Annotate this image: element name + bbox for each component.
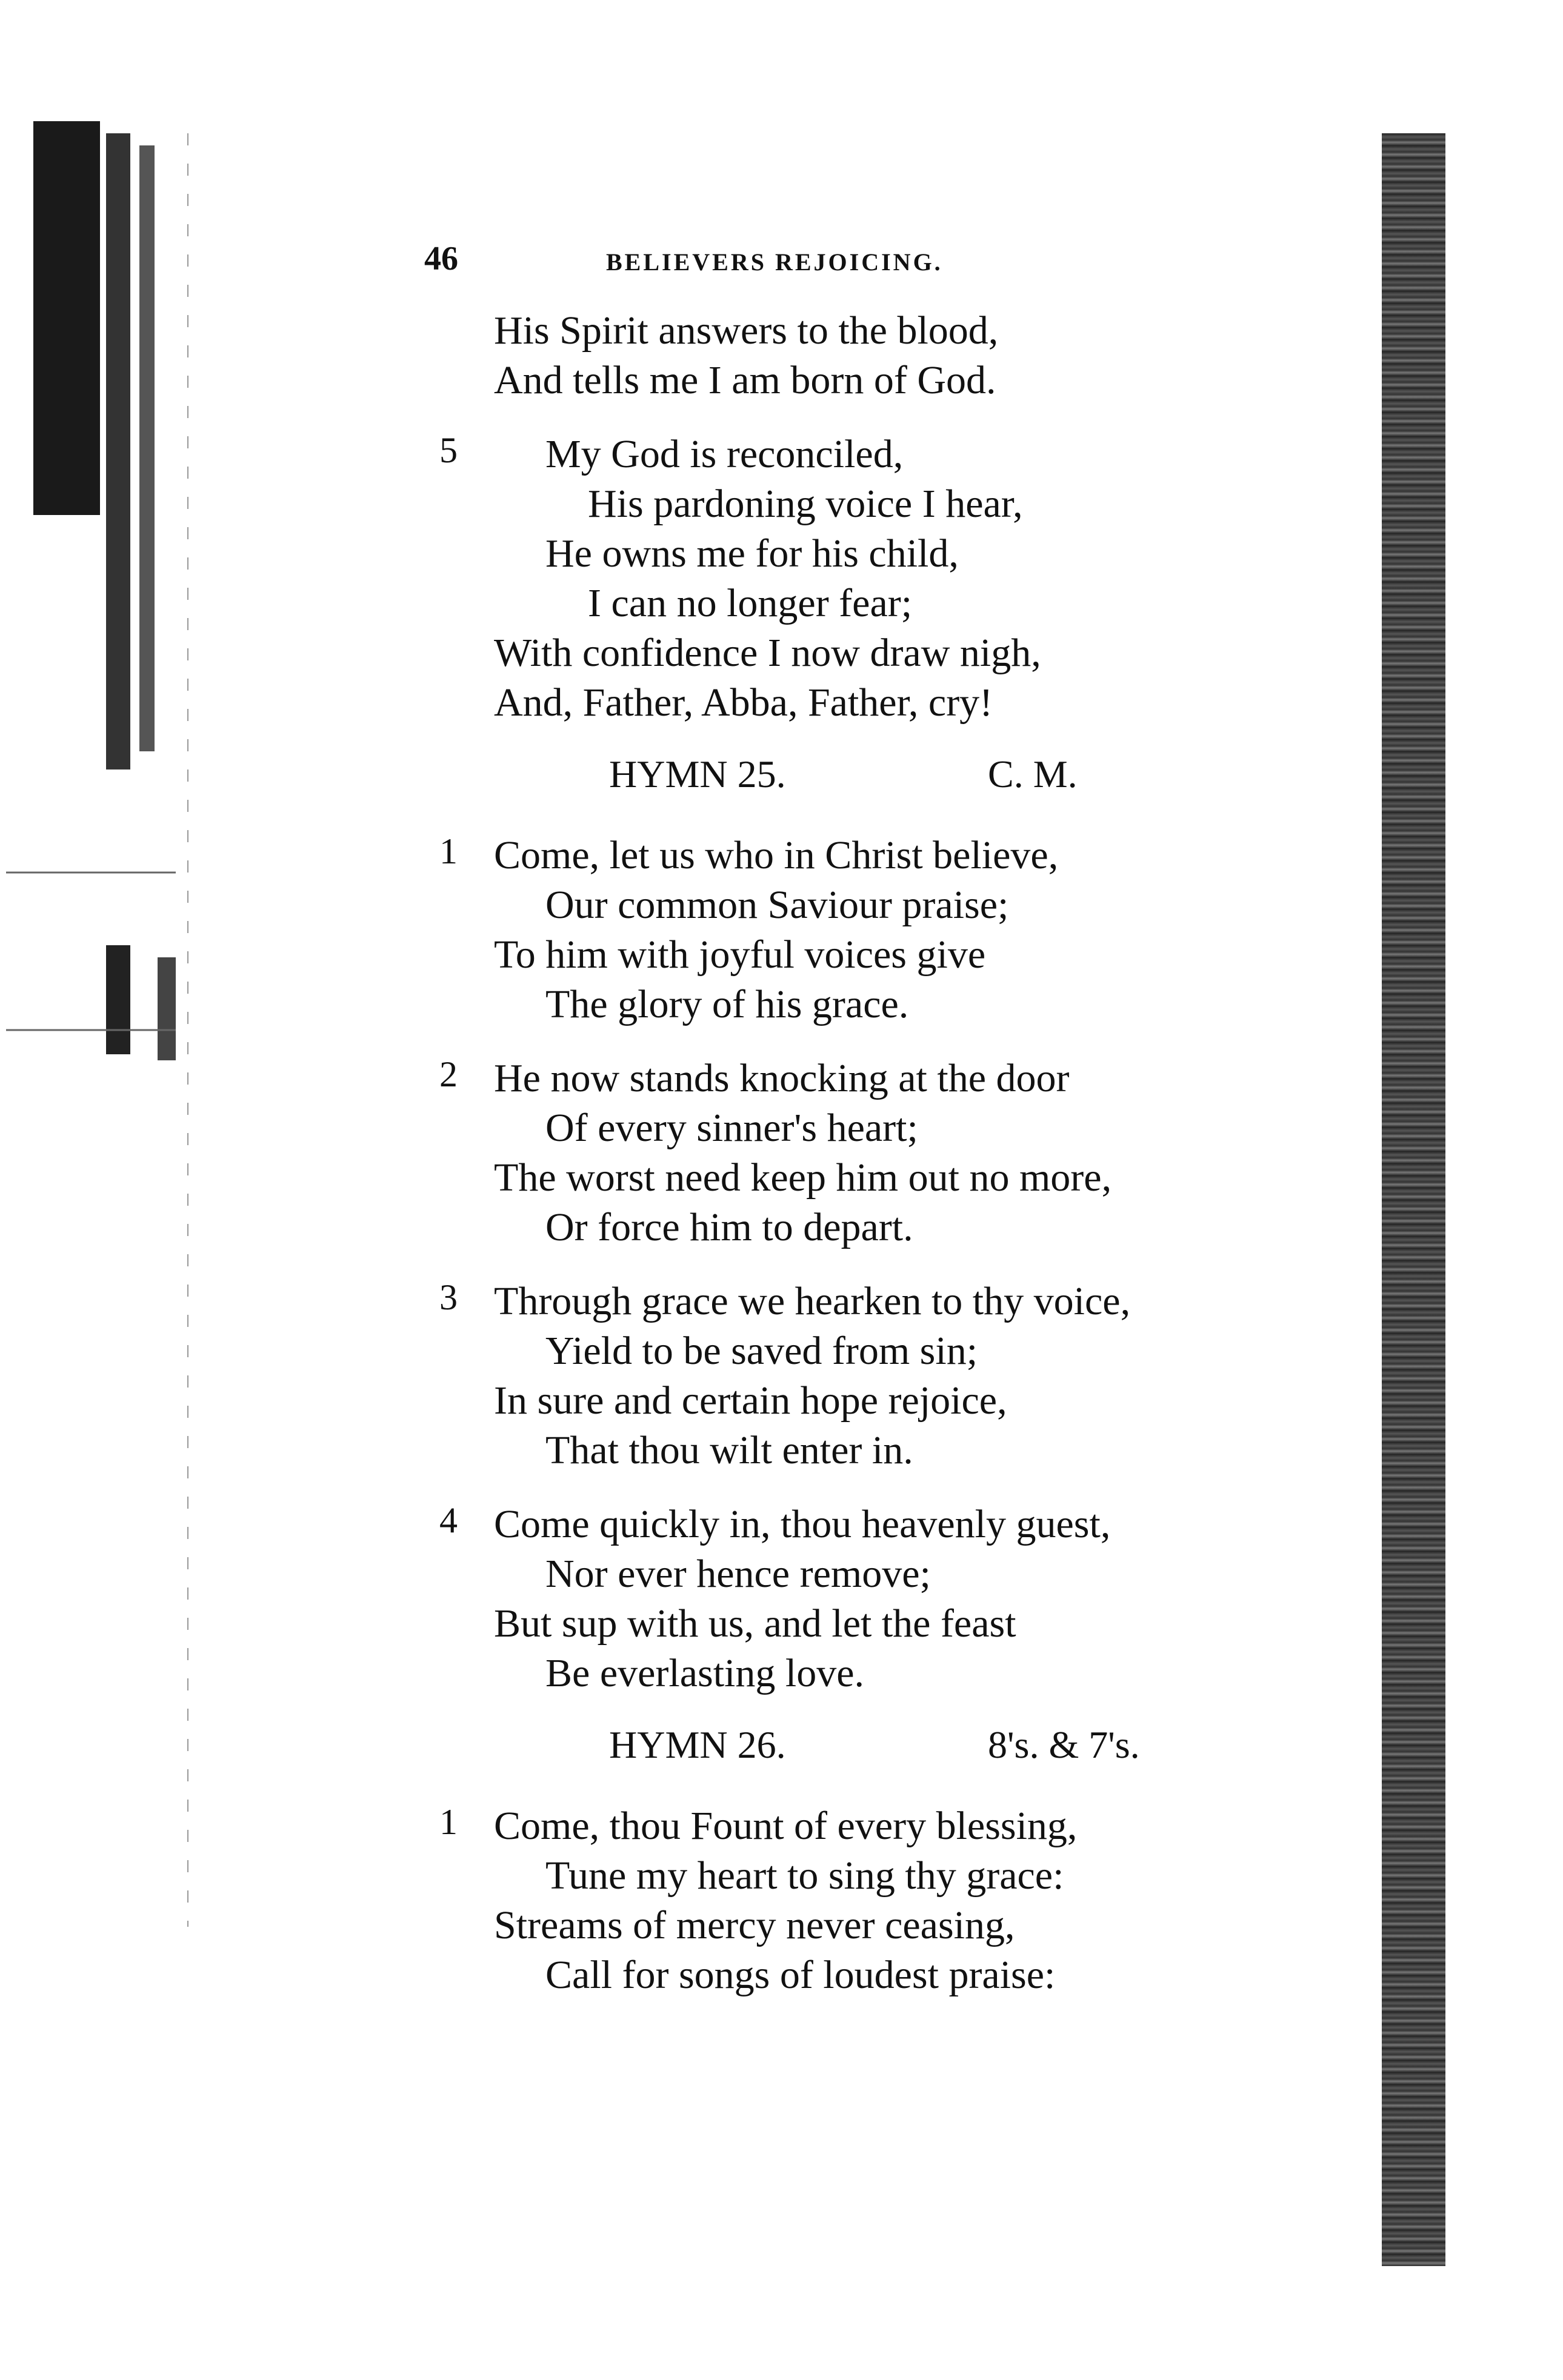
hymn-title: HYMN 26. (609, 1723, 786, 1766)
verse-line: Streams of mercy never ceasing, (494, 1903, 1015, 1947)
verse-line: Be everlasting love. (545, 1651, 865, 1695)
page-number: 46 (424, 240, 458, 278)
continued-stanza (424, 306, 1333, 405)
running-head: BELIEVERS REJOICING. (606, 248, 943, 276)
hymn-26-stanza-1 (424, 1801, 1333, 2000)
hymn-25-stanza-3 (424, 1277, 1333, 1475)
verse-line: And, Father, Abba, Father, cry! (494, 680, 993, 725)
verse-line: Of every sinner's heart; (545, 1106, 918, 1150)
verse-line: Our common Saviour praise; (545, 883, 1009, 927)
stanza-number: 4 (439, 1500, 458, 1540)
verse-line: With confidence I now draw nigh, (494, 631, 1041, 675)
stanza-number: 5 (439, 430, 458, 470)
stanza-number: 3 (439, 1277, 458, 1317)
stanza-number: 2 (439, 1054, 458, 1094)
verse-line: To him with joyful voices give (494, 932, 986, 977)
verse-line: His Spirit answers to the blood, (494, 308, 999, 353)
left-binding-shadow (0, 109, 194, 2290)
verse-line: Or force him to depart. (545, 1205, 913, 1249)
verse-line: In sure and certain hope rejoice, (494, 1378, 1007, 1423)
verse-line: Yield to be saved from sin; (545, 1329, 978, 1373)
hymn-title: HYMN 25. (609, 753, 786, 796)
verse-line: Come, thou Fount of every blessing, (494, 1804, 1078, 1848)
verse-line: I can no longer fear; (588, 581, 913, 625)
verse-line: Through grace we hearken to thy voice, (494, 1279, 1131, 1323)
verse-line: My God is reconciled, (545, 432, 904, 476)
verse-line: Call for songs of loudest praise: (545, 1953, 1056, 1997)
verse-line: Come quickly in, thou heavenly guest, (494, 1502, 1111, 1546)
hymn-25-stanza-1 (424, 831, 1333, 1029)
hymn-26-heading (424, 1723, 1333, 1783)
verse-line: His pardoning voice I hear, (588, 482, 1023, 526)
hymn-meter: 8's. & 7's. (988, 1723, 1140, 1766)
stanza-5 (424, 430, 1333, 728)
verse-line: Nor ever hence remove; (545, 1552, 931, 1596)
verse-line: The glory of his grace. (545, 982, 909, 1026)
hymn-25-stanza-2 (424, 1054, 1333, 1252)
book-page (424, 239, 1333, 2024)
verse-line: Come, let us who in Christ believe, (494, 833, 1059, 877)
hymn-25-stanza-4 (424, 1500, 1333, 1698)
verse-line: That thou wilt enter in. (545, 1428, 913, 1472)
verse-line: He now stands knocking at the door (494, 1056, 1070, 1100)
page-header (424, 239, 1333, 306)
hymn-meter: C. M. (988, 753, 1078, 796)
verse-line: Tune my heart to sing thy grace: (545, 1853, 1064, 1898)
verse-line: He owns me for his child, (545, 531, 959, 576)
verse-line: But sup with us, and let the feast (494, 1601, 1016, 1646)
stanza-number: 1 (439, 1802, 458, 1842)
stanza-number: 1 (439, 831, 458, 871)
verse-line: And tells me I am born of God. (494, 358, 996, 402)
right-page-edge (1382, 133, 1445, 2266)
verse-line: The worst need keep him out no more, (494, 1155, 1112, 1200)
hymn-25-heading (424, 752, 1333, 813)
